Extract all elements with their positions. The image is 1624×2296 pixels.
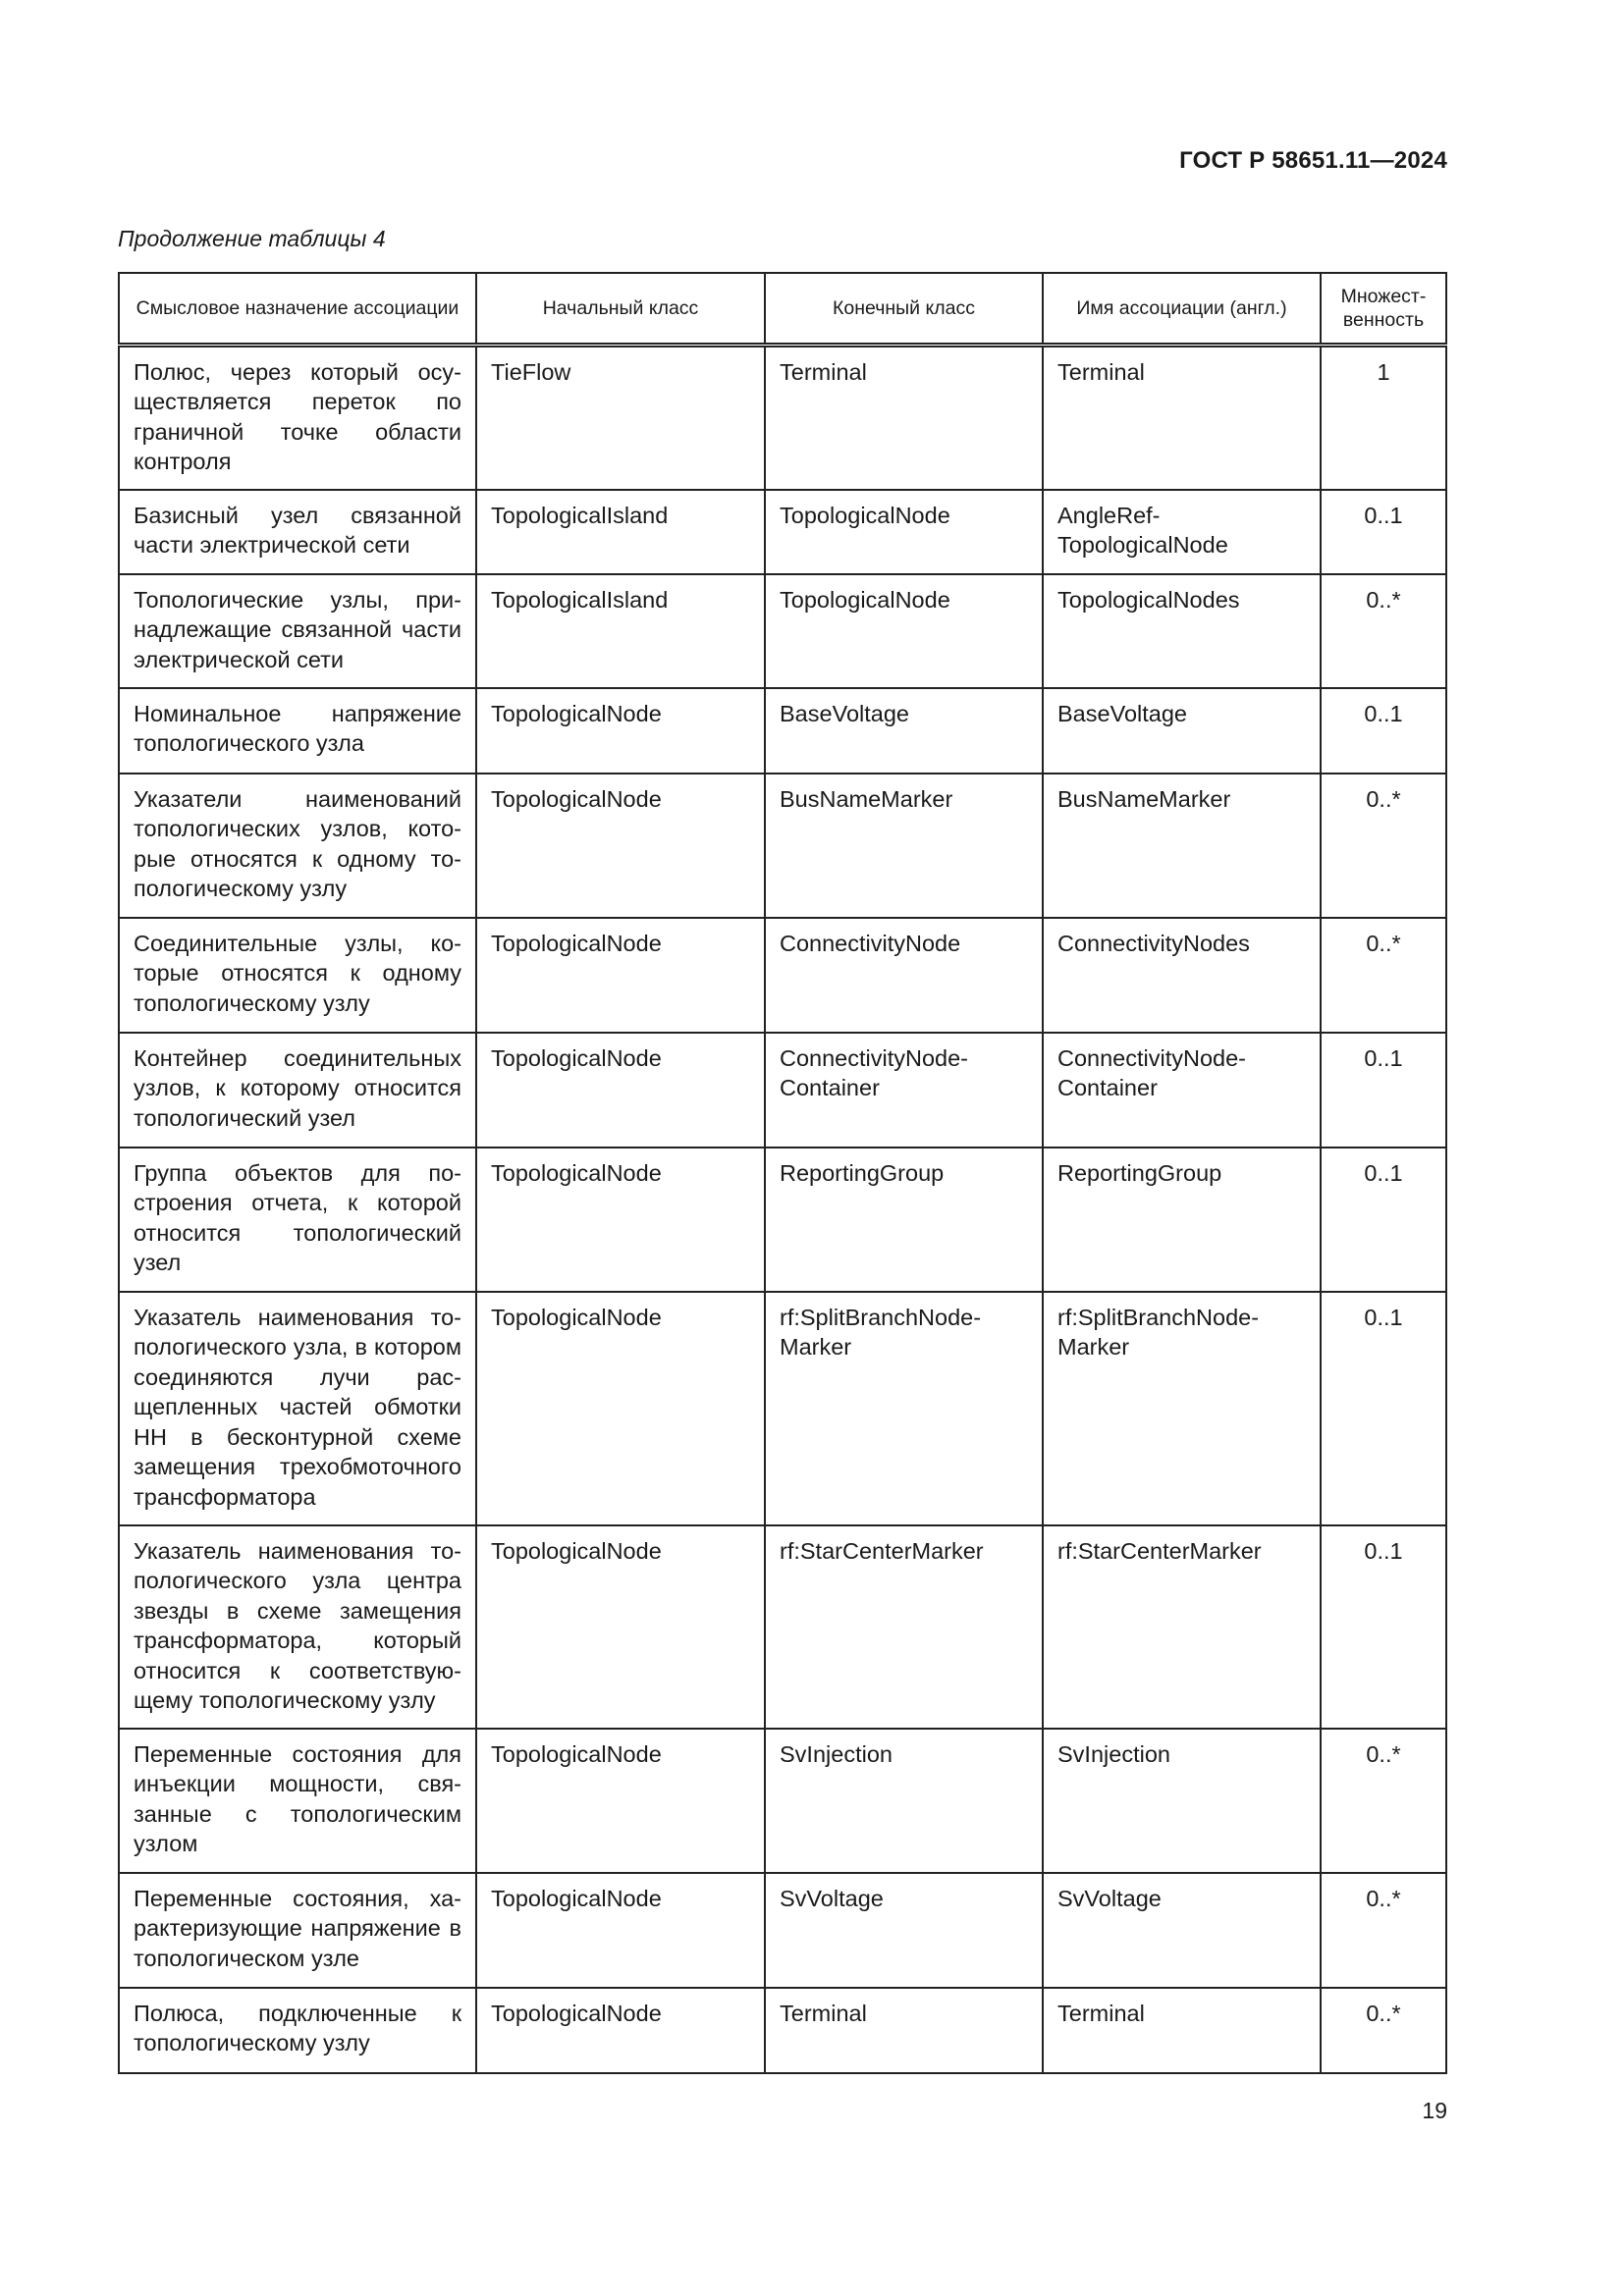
cell-target-class: rf:SplitBranchNode-Marker bbox=[765, 1292, 1043, 1525]
page-number: 19 bbox=[1422, 2098, 1447, 2123]
table-row bbox=[119, 1148, 1446, 1292]
table-row bbox=[119, 1729, 1446, 1873]
cell-target-class: ConnectivityNode bbox=[765, 918, 1043, 1033]
cell-association-name: ReportingGroup bbox=[1043, 1148, 1321, 1292]
cell-association-name: BaseVoltage bbox=[1043, 688, 1321, 774]
cell-association-name: rf:SplitBranchNode-Marker bbox=[1043, 1292, 1321, 1525]
cell-target-class: rf:StarCenterMarker bbox=[765, 1525, 1043, 1729]
cell-source-class: TopologicalNode bbox=[476, 1525, 765, 1729]
cell-source-class: TieFlow bbox=[476, 345, 765, 490]
cell-multiplicity: 0..1 bbox=[1321, 1292, 1446, 1525]
cell-multiplicity: 0..1 bbox=[1321, 490, 1446, 574]
cell-purpose: Номинальное напряжение топологического узла bbox=[119, 688, 476, 774]
column-header-purpose: Смысловое назначение ассоциации bbox=[119, 273, 476, 345]
table-row bbox=[119, 574, 1446, 688]
cell-association-name: TopologicalNodes bbox=[1043, 574, 1321, 688]
cell-source-class: TopologicalNode bbox=[476, 1729, 765, 1873]
cell-association-name: BusNameMarker bbox=[1043, 774, 1321, 918]
cell-multiplicity: 0..1 bbox=[1321, 1148, 1446, 1292]
cell-purpose: Указатели наименований топологических узлов, которые относятся к одному топологическому узлу bbox=[119, 774, 476, 918]
cell-multiplicity: 0..* bbox=[1321, 1729, 1446, 1873]
table-row bbox=[119, 774, 1446, 918]
table-row bbox=[119, 345, 1446, 490]
cell-target-class: ConnectivityNode-Container bbox=[765, 1033, 1043, 1148]
table-row bbox=[119, 490, 1446, 574]
table-caption: Продолжение таблицы 4 bbox=[118, 226, 386, 251]
cell-target-class: TopologicalNode bbox=[765, 574, 1043, 688]
table-row bbox=[119, 1292, 1446, 1525]
table-row bbox=[119, 1873, 1446, 1988]
cell-multiplicity: 0..* bbox=[1321, 774, 1446, 918]
table-row bbox=[119, 1988, 1446, 2073]
cell-target-class: TopologicalNode bbox=[765, 490, 1043, 574]
cell-source-class: TopologicalNode bbox=[476, 1148, 765, 1292]
cell-association-name: ConnectivityNodes bbox=[1043, 918, 1321, 1033]
cell-purpose: Переменные состояния, характеризующие напряжение в топологическом узле bbox=[119, 1873, 476, 1988]
table-row bbox=[119, 1525, 1446, 1729]
column-header-association-name: Имя ассоциации (англ.) bbox=[1043, 273, 1321, 345]
cell-purpose: Соединительные узлы, которые относятся к одному топологическому узлу bbox=[119, 918, 476, 1033]
cell-multiplicity: 0..1 bbox=[1321, 688, 1446, 774]
cell-purpose: Контейнер соединительных узлов, к которому относится топологический узел bbox=[119, 1033, 476, 1148]
cell-multiplicity: 0..* bbox=[1321, 918, 1446, 1033]
column-header-multiplicity: Множест-венность bbox=[1321, 273, 1446, 345]
cell-source-class: TopologicalNode bbox=[476, 774, 765, 918]
table-row bbox=[119, 688, 1446, 774]
cell-purpose: Переменные состояния для инъекции мощности, связанные с топологическим узлом bbox=[119, 1729, 476, 1873]
cell-association-name: SvVoltage bbox=[1043, 1873, 1321, 1988]
cell-purpose: Указатель наименования топологического узла центра звезды в схеме замещения трансформатора, который относится к соответствующему топологическому узлу bbox=[119, 1525, 476, 1729]
cell-multiplicity: 0..* bbox=[1321, 574, 1446, 688]
cell-purpose: Базисный узел связанной части электрической сети bbox=[119, 490, 476, 574]
cell-multiplicity: 0..1 bbox=[1321, 1033, 1446, 1148]
cell-multiplicity: 0..1 bbox=[1321, 1525, 1446, 1729]
cell-multiplicity: 0..* bbox=[1321, 1988, 1446, 2073]
cell-source-class: TopologicalNode bbox=[476, 918, 765, 1033]
cell-source-class: TopologicalNode bbox=[476, 1033, 765, 1148]
association-table bbox=[118, 272, 1447, 2074]
cell-source-class: TopologicalNode bbox=[476, 1988, 765, 2073]
cell-association-name: Terminal bbox=[1043, 345, 1321, 490]
cell-multiplicity: 0..* bbox=[1321, 1873, 1446, 1988]
column-header-target-class: Конечный класс bbox=[765, 273, 1043, 345]
cell-purpose: Полюса, подключенные к топологическому узлу bbox=[119, 1988, 476, 2073]
cell-purpose: Топологические узлы, принадлежащие связанной части электрической сети bbox=[119, 574, 476, 688]
cell-association-name: SvInjection bbox=[1043, 1729, 1321, 1873]
cell-target-class: SvInjection bbox=[765, 1729, 1043, 1873]
document-standard-header: ГОСТ Р 58651.11—2024 bbox=[1179, 147, 1447, 174]
cell-association-name: rf:StarCenterMarker bbox=[1043, 1525, 1321, 1729]
cell-target-class: BaseVoltage bbox=[765, 688, 1043, 774]
cell-source-class: TopologicalNode bbox=[476, 1873, 765, 1988]
cell-target-class: Terminal bbox=[765, 345, 1043, 490]
table-body bbox=[119, 345, 1446, 2073]
cell-association-name: ConnectivityNode-Container bbox=[1043, 1033, 1321, 1148]
table-row bbox=[119, 918, 1446, 1033]
cell-purpose: Группа объектов для построения отчета, к которой относится топологический узел bbox=[119, 1148, 476, 1292]
column-header-source-class: Начальный класс bbox=[476, 273, 765, 345]
cell-association-name: Terminal bbox=[1043, 1988, 1321, 2073]
table-row bbox=[119, 1033, 1446, 1148]
cell-target-class: BusNameMarker bbox=[765, 774, 1043, 918]
cell-source-class: TopologicalNode bbox=[476, 688, 765, 774]
table-header-row bbox=[119, 273, 1446, 345]
cell-source-class: TopologicalNode bbox=[476, 1292, 765, 1525]
cell-target-class: SvVoltage bbox=[765, 1873, 1043, 1988]
cell-target-class: ReportingGroup bbox=[765, 1148, 1043, 1292]
cell-multiplicity: 1 bbox=[1321, 345, 1446, 490]
cell-purpose: Указатель наименования топологического узла, в котором соединяются лучи расщепленных частей обмотки НН в бесконтурной схеме замещения трехобмоточного трансформатора bbox=[119, 1292, 476, 1525]
cell-source-class: TopologicalIsland bbox=[476, 574, 765, 688]
cell-purpose: Полюс, через который осуществляется переток по граничной точке области контроля bbox=[119, 345, 476, 490]
cell-source-class: TopologicalIsland bbox=[476, 490, 765, 574]
cell-association-name: AngleRef-TopologicalNode bbox=[1043, 490, 1321, 574]
cell-target-class: Terminal bbox=[765, 1988, 1043, 2073]
